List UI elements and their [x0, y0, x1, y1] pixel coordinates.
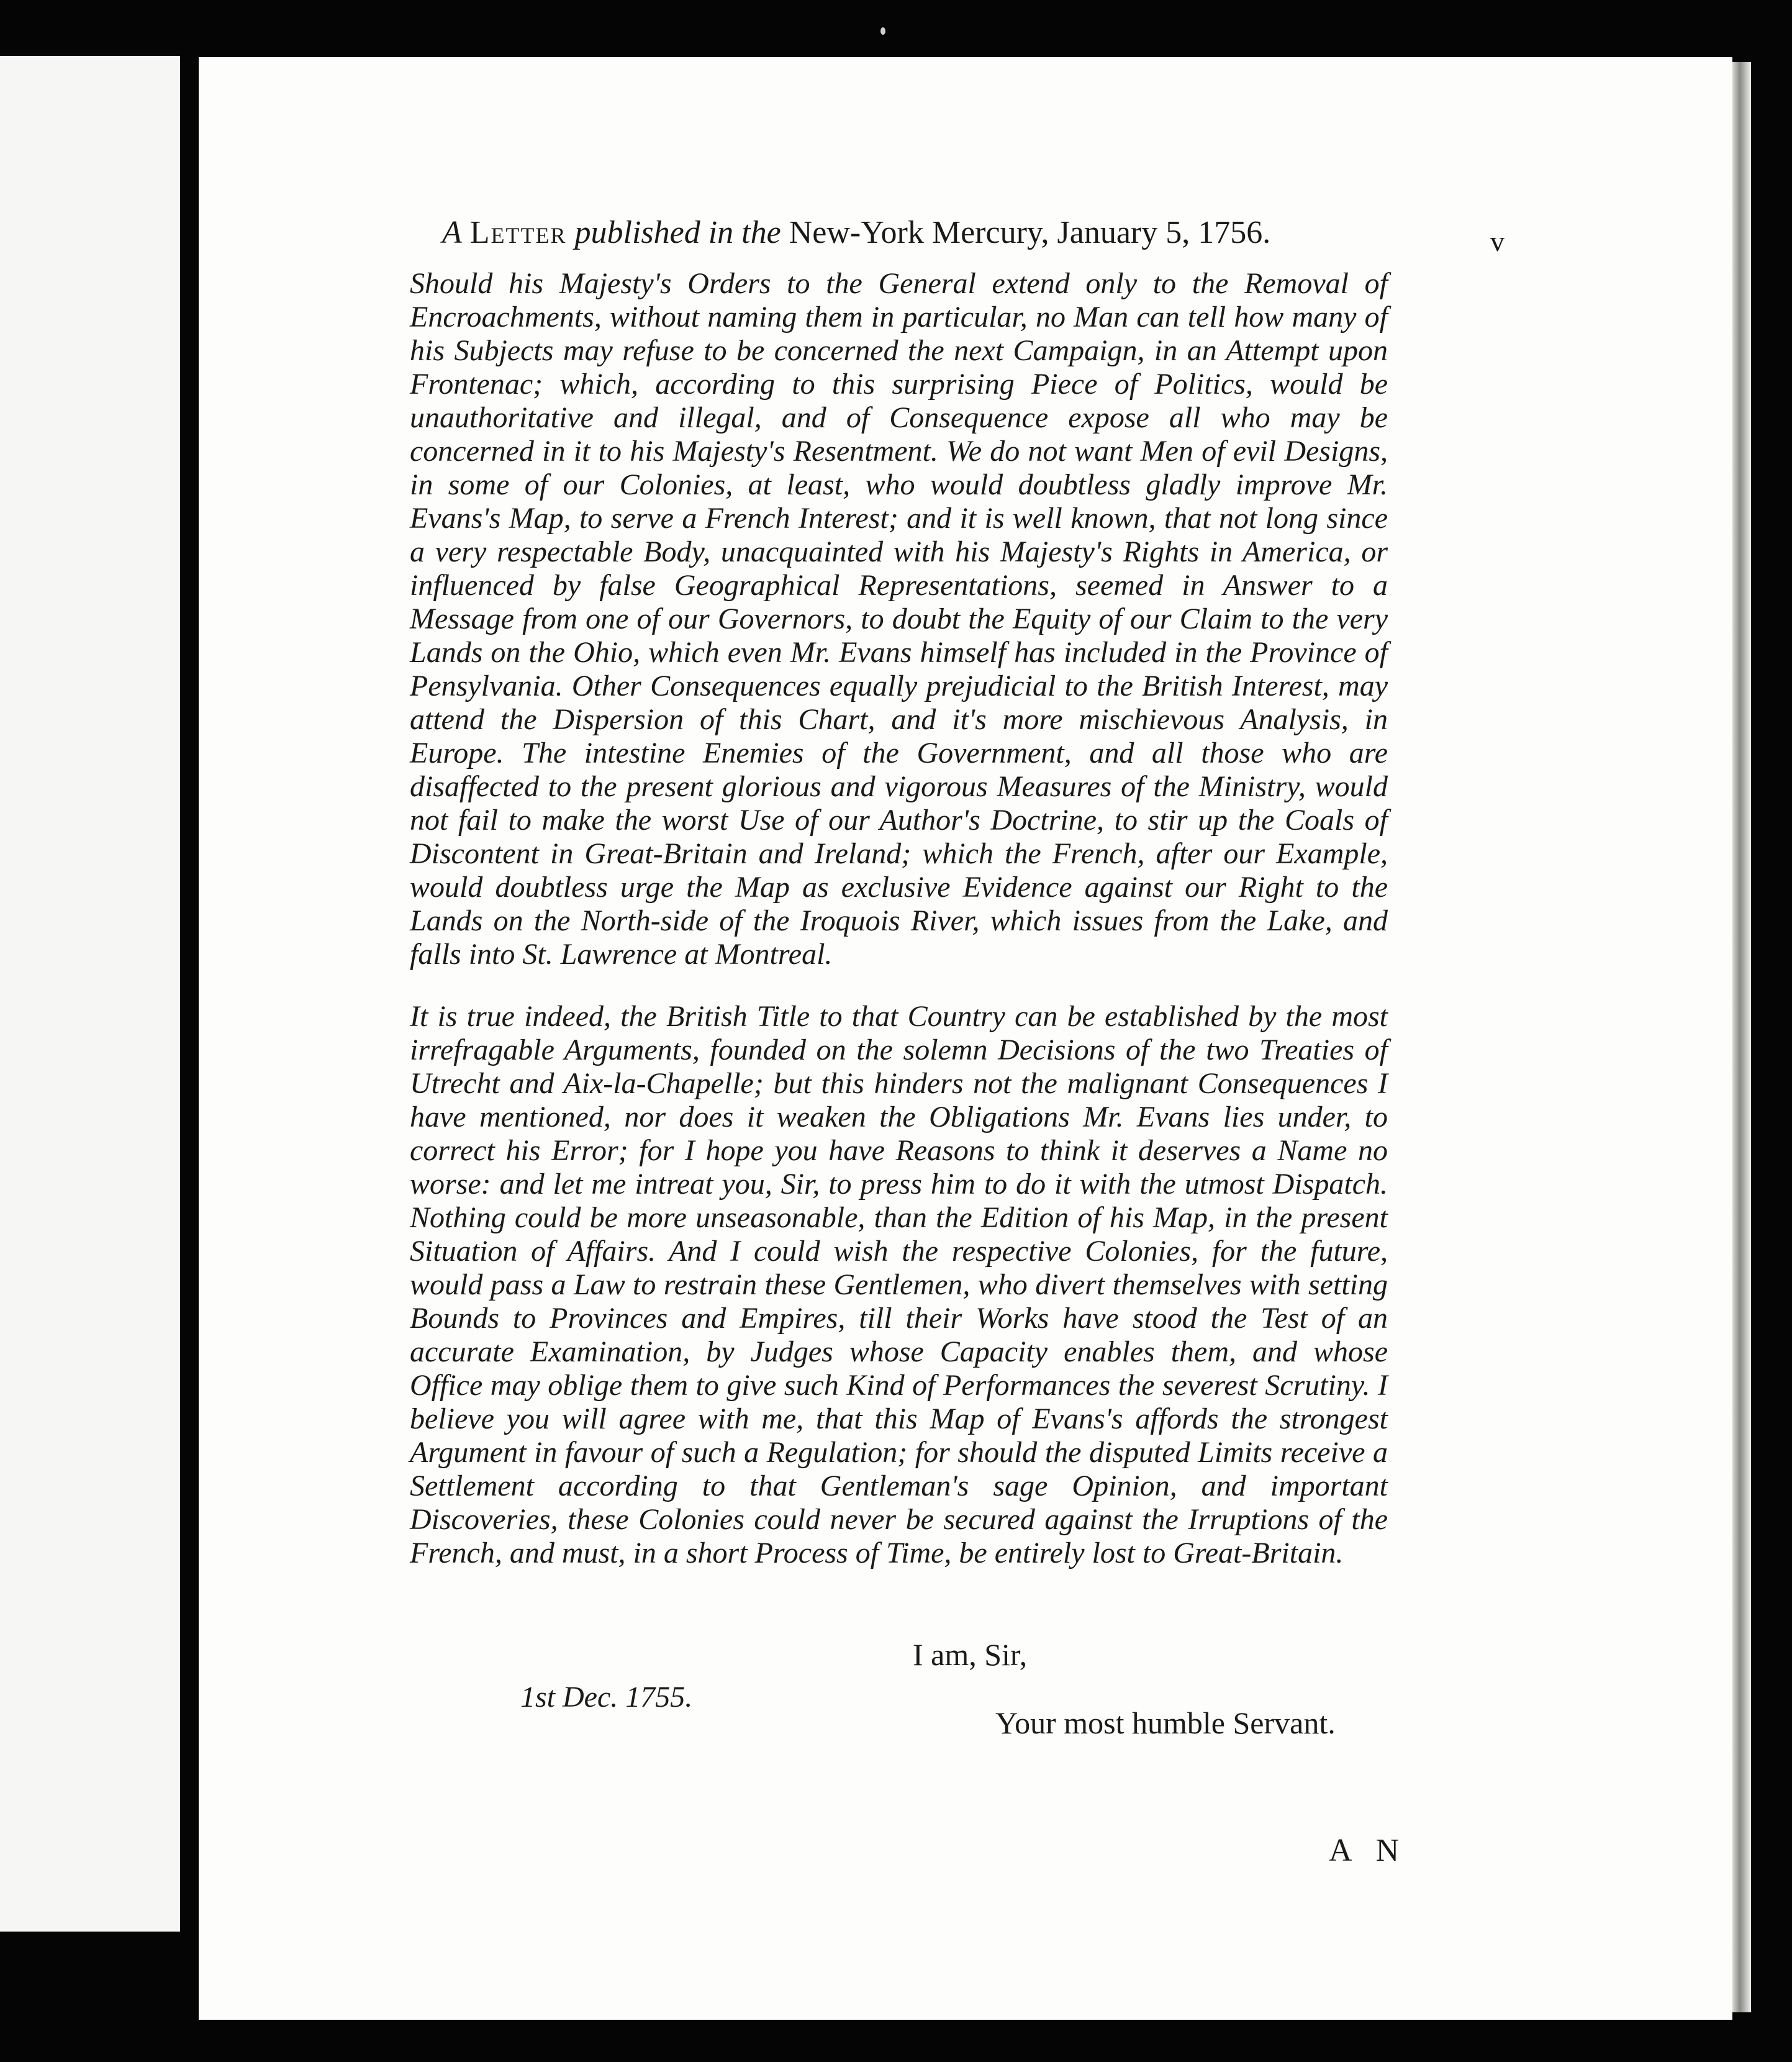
closing-salutation: I am, Sir,: [913, 1637, 1028, 1672]
page-binding-edge: [1732, 62, 1751, 2012]
page-signature: v: [1490, 225, 1505, 257]
letter-heading: [442, 214, 1270, 251]
heading-newspaper: New-York Mercury,: [789, 215, 1049, 250]
paragraph-1: Should his Majesty's Orders to the General extend only to the Removal of Encroachments, without naming them in particular, no Man can tell how many of his Subjects may refuse to be concerned the next Campaign, in an Attempt upon Frontenac; which, according to this surprising Piece of Politics, would be unauthoritative and illegal, and of Consequence expose all who may be concerned in it to his Majesty's Resentment. We do not want Men of evil Designs, in some of our Colonies, at least, who would doubtless gladly improve Mr. Evans's Map, to serve a French Interest; and it is well known, that not long since a very respectable Body, unacquainted with his Majesty's Rights in America, or influenced by false Geographical Representations, seemed in Answer to a Message from one of our Governors, to doubt the Equity of our Claim to the very Lands on the Ohio, which even Mr. Evans himself has included in the Province of Pensylvania. Other Consequences equally prejudicial to the British Interest, may attend the Dispersion of this Chart, and it's more mischievous Analysis, in Europe. The intestine Enemies of the Government, and all those who are disaffected to the present glorious and vigorous Measures of the Ministry, would not fail to make the worst Use of our Author's Doctrine, to stir up the Coals of Discontent in Great-Britain and Ireland; which the French, after our Example, would doubtless urge the Map as exclusive Evidence against our Right to the Lands on the North-side of the Iroquois River, which issues from the Lake, and falls into St. Lawrence at Montreal.: [410, 267, 1388, 971]
closing-signature: Your most humble Servant.: [995, 1705, 1336, 1740]
letter-date: 1st Dec. 1755.: [520, 1681, 693, 1714]
previous-page-edge: [0, 56, 180, 1932]
catchword: A N: [1329, 1833, 1408, 1868]
scan-speck: [880, 27, 885, 35]
paragraph-2: It is true indeed, the British Title to that Country can be established by the most irrefragable Arguments, founded on the solemn Decisions of the two Treaties of Utrecht and Aix-la-Chapelle; but this hinders not the malignant Consequences I have mentioned, nor does it weaken the Obligations Mr. Evans lies under, to correct his Error; for I hope you have Reasons to think it deserves a Name no worse: and let me intreat you, Sir, to press him to do it with the utmost Dispatch. Nothing could be more unseasonable, than the Edition of his Map, in the present Situation of Affairs. And I could wish the respective Colonies, for the future, would pass a Law to restrain these Gentlemen, who divert themselves with setting Bounds to Provinces and Empires, till their Works have stood the Test of an accurate Examination, by Judges whose Capacity enables them, and whose Office may oblige them to give such Kind of Performances the severest Scrutiny. I believe you will agree with me, that this Map of Evans's affords the strongest Argument in favour of such a Regulation; for should the disputed Limits receive a Settlement according to that Gentleman's sage Opinion, and important Discoveries, these Colonies could never be secured against the Irruptions of the French, and must, in a short Process of Time, be entirely lost to Great-Britain.: [410, 1000, 1388, 1569]
heading-prefix: A: [442, 215, 462, 250]
heading-date: January 5, 1756.: [1057, 215, 1271, 250]
heading-published-in: published in the: [574, 215, 781, 250]
heading-letter-word: Letter: [469, 215, 567, 250]
